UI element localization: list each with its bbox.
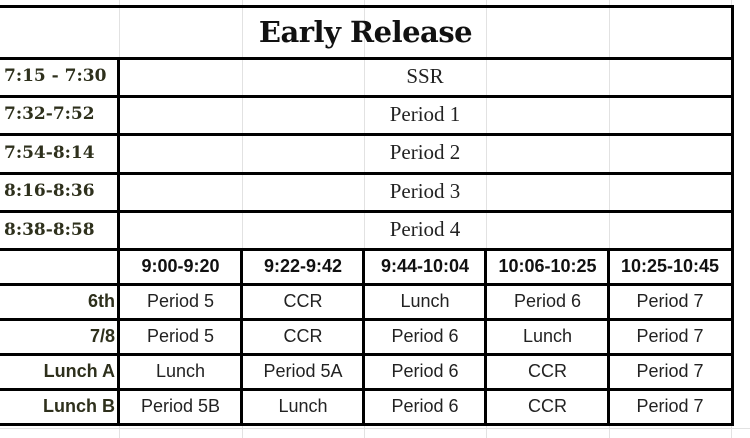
time-slot-header: 9:22-9:42 bbox=[263, 256, 343, 276]
table-border bbox=[0, 388, 734, 391]
time-label: 8:16-8:36 bbox=[4, 181, 95, 201]
period-cell: Period 3 bbox=[389, 178, 461, 203]
group-label: 6th bbox=[88, 291, 115, 311]
table-border bbox=[607, 248, 610, 426]
schedule-cell: Lunch bbox=[278, 396, 328, 416]
table-border bbox=[0, 5, 734, 8]
table-border bbox=[731, 5, 734, 426]
schedule-cell: Period 7 bbox=[636, 326, 704, 346]
time-slot-header: 10:25-10:45 bbox=[620, 256, 720, 276]
table-border bbox=[0, 318, 734, 321]
schedule-cell: Period 6 bbox=[391, 396, 459, 416]
time-label: 7:32-7:52 bbox=[4, 104, 95, 124]
schedule-cell: Lunch bbox=[155, 361, 206, 381]
schedule-cell: CCR bbox=[283, 326, 323, 346]
page-title: Early Release bbox=[258, 14, 473, 49]
table-border bbox=[0, 353, 734, 356]
table-border bbox=[362, 248, 365, 426]
table-border bbox=[0, 57, 734, 60]
schedule-cell: CCR bbox=[283, 291, 323, 311]
time-label: 7:15 - 7:30 bbox=[4, 66, 107, 86]
schedule-cell: Period 6 bbox=[391, 361, 459, 381]
time-slot-header: 10:06-10:25 bbox=[498, 256, 597, 276]
time-slot-header: 9:00-9:20 bbox=[141, 256, 220, 276]
time-label: 8:38-8:58 bbox=[4, 219, 95, 240]
schedule-cell: CCR bbox=[528, 396, 567, 416]
group-label: 7/8 bbox=[89, 326, 115, 346]
table-border bbox=[0, 210, 734, 213]
schedule-cell: Period 7 bbox=[636, 291, 704, 311]
schedule-cell: Period 5 bbox=[146, 326, 215, 346]
table-border bbox=[484, 248, 487, 426]
schedule-cell: CCR bbox=[528, 361, 567, 381]
time-label: 7:54-8:14 bbox=[4, 142, 95, 163]
time-slot-header: 9:44-10:04 bbox=[380, 256, 470, 276]
schedule-cell: Period 5B bbox=[140, 396, 221, 416]
schedule-cell: Period 6 bbox=[391, 326, 459, 346]
period-cell: SSR bbox=[406, 63, 444, 88]
period-cell: Period 4 bbox=[389, 217, 461, 241]
group-label: Lunch A bbox=[43, 361, 115, 381]
schedule-cell: Period 5 bbox=[146, 291, 215, 311]
schedule-cell: Lunch bbox=[400, 291, 450, 311]
schedule-cell: Period 7 bbox=[636, 396, 704, 416]
table-border bbox=[0, 248, 734, 251]
table-border bbox=[0, 423, 734, 426]
schedule-cell: Period 5A bbox=[263, 361, 343, 381]
grid-line bbox=[0, 428, 750, 429]
table-border bbox=[0, 283, 734, 286]
period-cell: Period 2 bbox=[389, 140, 461, 164]
table-border bbox=[0, 95, 734, 98]
table-border bbox=[0, 133, 734, 136]
table-border bbox=[117, 57, 120, 426]
table-border bbox=[240, 248, 243, 426]
period-cell: Period 1 bbox=[389, 101, 461, 126]
schedule-cell: Lunch bbox=[522, 326, 573, 346]
schedule-cell: Period 7 bbox=[636, 361, 704, 381]
table-border bbox=[0, 172, 734, 175]
group-label: Lunch B bbox=[43, 396, 115, 416]
schedule-cell: Period 6 bbox=[513, 291, 582, 311]
